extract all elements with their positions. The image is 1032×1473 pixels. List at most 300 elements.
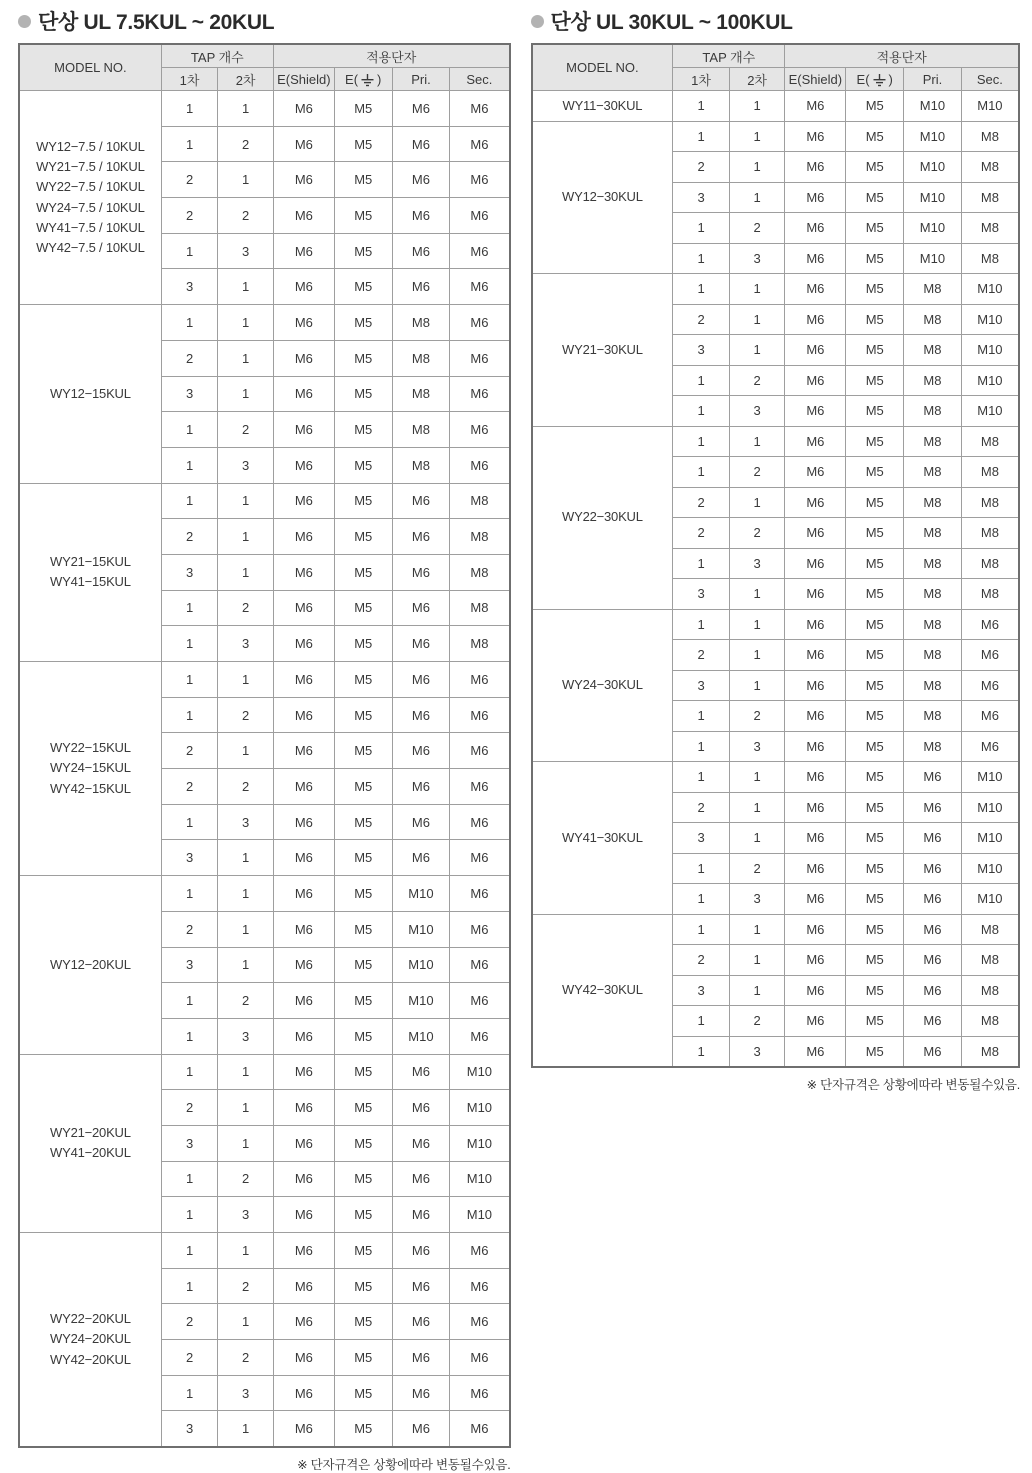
terminal-size-cell: M10 bbox=[904, 121, 962, 152]
terminal-size-cell: M5 bbox=[846, 182, 904, 213]
tap-count-cell: 1 bbox=[729, 426, 785, 457]
terminal-size-cell: M6 bbox=[450, 269, 510, 305]
tap-count-cell: 3 bbox=[161, 269, 218, 305]
terminal-size-cell: M10 bbox=[904, 213, 962, 244]
terminal-size-cell: M5 bbox=[846, 365, 904, 396]
table-header bbox=[532, 44, 1020, 91]
tap-count-cell: 2 bbox=[161, 519, 218, 555]
model-cell bbox=[19, 91, 161, 305]
tap-count-cell: 1 bbox=[729, 121, 785, 152]
model-label: WY22−15KUL bbox=[50, 740, 131, 756]
tap-count-cell: 1 bbox=[673, 121, 730, 152]
col-group-tap-count: TAP 개수 bbox=[161, 44, 273, 68]
terminal-size-cell: M10 bbox=[961, 335, 1019, 366]
terminal-size-cell: M5 bbox=[334, 519, 392, 555]
terminal-size-cell: M5 bbox=[846, 823, 904, 854]
terminal-size-cell: M8 bbox=[904, 304, 962, 335]
col-tap-primary: 1차 bbox=[161, 68, 218, 91]
terminal-size-cell: M8 bbox=[392, 412, 450, 448]
tap-count-cell: 1 bbox=[673, 548, 730, 579]
terminal-size-cell: M6 bbox=[450, 769, 510, 805]
terminal-size-cell: M6 bbox=[785, 91, 846, 122]
terminal-size-cell: M6 bbox=[273, 1161, 334, 1197]
terminal-size-cell: M6 bbox=[785, 365, 846, 396]
tap-count-cell: 1 bbox=[218, 1411, 274, 1447]
model-label: WY42−7.5 / 10KUL bbox=[36, 239, 145, 255]
model-cell bbox=[19, 876, 161, 1054]
terminal-size-cell: M6 bbox=[273, 1125, 334, 1161]
model-label: WY24−15KUL bbox=[50, 760, 131, 776]
tap-count-cell: 1 bbox=[218, 1304, 274, 1340]
tap-count-cell: 1 bbox=[218, 1233, 274, 1269]
tap-count-cell: 1 bbox=[729, 640, 785, 671]
model-cell bbox=[19, 1233, 161, 1448]
terminal-size-cell: M8 bbox=[904, 701, 962, 732]
terminal-size-cell: M6 bbox=[450, 447, 510, 483]
model-cell bbox=[19, 1054, 161, 1232]
terminal-size-cell: M10 bbox=[961, 762, 1019, 793]
tap-count-cell: 1 bbox=[673, 1036, 730, 1067]
terminal-size-cell: M6 bbox=[785, 853, 846, 884]
tap-count-cell: 1 bbox=[161, 305, 218, 341]
terminal-size-cell: M8 bbox=[961, 152, 1019, 183]
terminal-size-cell: M5 bbox=[334, 947, 392, 983]
tap-count-cell: 1 bbox=[161, 412, 218, 448]
terminal-size-cell: M6 bbox=[450, 840, 510, 876]
tap-count-cell: 3 bbox=[729, 243, 785, 274]
terminal-size-cell: M6 bbox=[785, 731, 846, 762]
tap-count-cell: 2 bbox=[673, 792, 730, 823]
tap-count-cell: 3 bbox=[218, 626, 274, 662]
tap-count-cell: 1 bbox=[729, 914, 785, 945]
terminal-size-cell: M6 bbox=[392, 554, 450, 590]
terminal-size-cell: M6 bbox=[450, 340, 510, 376]
terminal-size-cell: M6 bbox=[273, 519, 334, 555]
tap-count-cell: 2 bbox=[161, 733, 218, 769]
terminal-size-cell: M5 bbox=[334, 1375, 392, 1411]
terminal-size-cell: M8 bbox=[450, 483, 510, 519]
terminal-size-cell: M6 bbox=[273, 376, 334, 412]
terminal-size-cell: M6 bbox=[392, 1411, 450, 1447]
tap-count-cell: 1 bbox=[673, 853, 730, 884]
tap-count-cell: 1 bbox=[218, 662, 274, 698]
terminal-size-cell: M6 bbox=[785, 670, 846, 701]
tap-count-cell: 1 bbox=[673, 243, 730, 274]
tap-count-cell: 1 bbox=[218, 911, 274, 947]
tap-count-cell: 1 bbox=[218, 340, 274, 376]
terminal-size-cell: M10 bbox=[961, 274, 1019, 305]
terminal-size-cell: M5 bbox=[334, 1268, 392, 1304]
model-cell bbox=[19, 305, 161, 483]
terminal-size-cell: M6 bbox=[904, 884, 962, 915]
table-body bbox=[19, 91, 510, 1448]
terminal-size-cell: M6 bbox=[961, 701, 1019, 732]
tap-count-cell: 1 bbox=[218, 1054, 274, 1090]
tap-count-cell: 2 bbox=[218, 1161, 274, 1197]
terminal-size-cell: M10 bbox=[392, 947, 450, 983]
terminal-size-cell: M10 bbox=[961, 884, 1019, 915]
terminal-size-cell: M5 bbox=[334, 1090, 392, 1126]
terminal-size-cell: M10 bbox=[392, 911, 450, 947]
terminal-size-cell: M5 bbox=[334, 840, 392, 876]
model-cell bbox=[532, 274, 673, 427]
terminal-size-cell: M6 bbox=[450, 983, 510, 1019]
terminal-size-cell: M6 bbox=[392, 269, 450, 305]
tap-count-cell: 2 bbox=[161, 1304, 218, 1340]
terminal-size-cell: M10 bbox=[392, 1018, 450, 1054]
tap-count-cell: 2 bbox=[673, 945, 730, 976]
terminal-size-cell: M6 bbox=[450, 1268, 510, 1304]
col-pri: Pri. bbox=[904, 68, 962, 91]
section-title bbox=[18, 6, 511, 36]
terminal-size-cell: M8 bbox=[961, 457, 1019, 488]
tap-count-cell: 3 bbox=[218, 447, 274, 483]
terminal-size-cell: M8 bbox=[904, 274, 962, 305]
col-sec: Sec. bbox=[961, 68, 1019, 91]
terminal-size-cell: M6 bbox=[392, 769, 450, 805]
terminal-size-cell: M6 bbox=[904, 1036, 962, 1067]
tap-count-cell: 3 bbox=[673, 975, 730, 1006]
bullet-icon bbox=[18, 15, 31, 28]
tap-count-cell: 1 bbox=[161, 590, 218, 626]
col-group-applied-terminal: 적용단자 bbox=[273, 44, 509, 68]
terminal-size-cell: M6 bbox=[785, 548, 846, 579]
tap-count-cell: 3 bbox=[218, 233, 274, 269]
terminal-size-cell: M6 bbox=[273, 1375, 334, 1411]
terminal-size-cell: M6 bbox=[392, 1233, 450, 1269]
terminal-size-cell: M5 bbox=[334, 412, 392, 448]
table-row bbox=[19, 876, 510, 912]
tap-count-cell: 1 bbox=[218, 162, 274, 198]
col-tap-primary: 1차 bbox=[673, 68, 730, 91]
tap-count-cell: 2 bbox=[729, 1006, 785, 1037]
terminal-size-cell: M5 bbox=[334, 198, 392, 234]
model-label: WY41−30KUL bbox=[562, 829, 643, 845]
terminal-size-cell: M10 bbox=[450, 1125, 510, 1161]
terminal-size-cell: M8 bbox=[961, 1006, 1019, 1037]
e-ground-prefix: E( bbox=[345, 71, 359, 87]
terminal-size-cell: M8 bbox=[961, 1036, 1019, 1067]
terminal-size-cell: M6 bbox=[392, 519, 450, 555]
terminal-size-cell: M6 bbox=[273, 590, 334, 626]
model-cell bbox=[532, 914, 673, 1067]
table-row bbox=[19, 1054, 510, 1090]
terminal-size-cell: M6 bbox=[273, 840, 334, 876]
table-row bbox=[532, 914, 1020, 945]
terminal-size-cell: M5 bbox=[846, 1006, 904, 1037]
terminal-size-cell: M5 bbox=[846, 457, 904, 488]
tap-count-cell: 2 bbox=[729, 701, 785, 732]
col-e-ground bbox=[846, 68, 904, 91]
tap-count-cell: 1 bbox=[729, 335, 785, 366]
tap-count-cell: 1 bbox=[673, 426, 730, 457]
terminal-size-cell: M6 bbox=[961, 731, 1019, 762]
terminal-size-cell: M5 bbox=[846, 670, 904, 701]
table-row bbox=[532, 274, 1020, 305]
tap-count-cell: 1 bbox=[161, 1375, 218, 1411]
tap-count-cell: 2 bbox=[673, 518, 730, 549]
tap-count-cell: 1 bbox=[218, 91, 274, 127]
terminal-size-cell: M6 bbox=[273, 198, 334, 234]
terminal-size-cell: M6 bbox=[904, 853, 962, 884]
terminal-size-cell: M6 bbox=[450, 376, 510, 412]
terminal-size-cell: M6 bbox=[904, 914, 962, 945]
tap-count-cell: 3 bbox=[218, 804, 274, 840]
earth-ground-icon bbox=[872, 74, 887, 87]
tap-count-cell: 3 bbox=[161, 1411, 218, 1447]
tap-count-cell: 3 bbox=[673, 335, 730, 366]
terminal-size-cell: M6 bbox=[785, 1036, 846, 1067]
table-body bbox=[532, 91, 1020, 1068]
col-e-ground bbox=[334, 68, 392, 91]
col-group-tap-count: TAP 개수 bbox=[673, 44, 785, 68]
tap-count-cell: 1 bbox=[729, 945, 785, 976]
tap-count-cell: 3 bbox=[673, 670, 730, 701]
model-label: WY42−30KUL bbox=[562, 982, 643, 998]
terminal-size-cell: M6 bbox=[273, 412, 334, 448]
terminal-size-cell: M6 bbox=[273, 1090, 334, 1126]
terminal-size-cell: M8 bbox=[904, 518, 962, 549]
terminal-size-cell: M6 bbox=[392, 1197, 450, 1233]
model-label: WY21−7.5 / 10KUL bbox=[36, 159, 145, 175]
tap-count-cell: 3 bbox=[218, 1375, 274, 1411]
table-row bbox=[532, 426, 1020, 457]
terminal-size-cell: M8 bbox=[450, 519, 510, 555]
tap-count-cell: 1 bbox=[729, 304, 785, 335]
terminal-size-cell: M5 bbox=[846, 243, 904, 274]
tap-count-cell: 2 bbox=[729, 213, 785, 244]
terminal-size-cell: M5 bbox=[846, 396, 904, 427]
terminal-size-cell: M6 bbox=[450, 91, 510, 127]
tap-count-cell: 1 bbox=[673, 213, 730, 244]
terminal-size-cell: M8 bbox=[961, 975, 1019, 1006]
terminal-size-cell: M6 bbox=[785, 1006, 846, 1037]
tap-count-cell: 1 bbox=[729, 762, 785, 793]
terminal-size-cell: M8 bbox=[904, 487, 962, 518]
tap-count-cell: 2 bbox=[673, 640, 730, 671]
section-title bbox=[531, 6, 1021, 36]
terminal-size-cell: M6 bbox=[392, 1125, 450, 1161]
terminal-size-cell: M6 bbox=[273, 483, 334, 519]
terminal-size-cell: M6 bbox=[273, 269, 334, 305]
terminal-size-cell: M5 bbox=[846, 1036, 904, 1067]
tap-count-cell: 1 bbox=[729, 274, 785, 305]
table-row bbox=[19, 305, 510, 341]
terminal-size-cell: M6 bbox=[450, 1018, 510, 1054]
tap-count-cell: 2 bbox=[161, 340, 218, 376]
tap-count-cell: 2 bbox=[161, 1090, 218, 1126]
terminal-size-cell: M8 bbox=[392, 340, 450, 376]
terminal-size-cell: M8 bbox=[961, 548, 1019, 579]
model-label: WY12−20KUL bbox=[50, 956, 131, 972]
tap-count-cell: 2 bbox=[161, 911, 218, 947]
e-ground-suffix: ) bbox=[888, 71, 893, 87]
tap-count-cell: 1 bbox=[729, 182, 785, 213]
model-cell bbox=[532, 91, 673, 122]
terminal-size-cell: M6 bbox=[904, 792, 962, 823]
terminal-size-cell: M5 bbox=[846, 853, 904, 884]
terminal-size-cell: M6 bbox=[450, 804, 510, 840]
terminal-size-cell: M6 bbox=[450, 697, 510, 733]
terminal-size-cell: M6 bbox=[273, 1197, 334, 1233]
terminal-size-cell: M6 bbox=[392, 1268, 450, 1304]
model-cell bbox=[19, 483, 161, 661]
terminal-size-cell: M6 bbox=[392, 1161, 450, 1197]
terminal-size-cell: M6 bbox=[392, 233, 450, 269]
tap-count-cell: 2 bbox=[161, 198, 218, 234]
model-label: WY24−7.5 / 10KUL bbox=[36, 199, 145, 215]
terminal-size-cell: M5 bbox=[334, 483, 392, 519]
tap-count-cell: 1 bbox=[673, 91, 730, 122]
terminal-size-cell: M6 bbox=[785, 640, 846, 671]
tap-count-cell: 1 bbox=[729, 579, 785, 610]
terminal-size-cell: M10 bbox=[904, 152, 962, 183]
tap-count-cell: 1 bbox=[161, 876, 218, 912]
terminal-size-cell: M6 bbox=[785, 792, 846, 823]
terminal-size-cell: M6 bbox=[785, 701, 846, 732]
terminal-size-cell: M5 bbox=[334, 590, 392, 626]
tap-count-cell: 1 bbox=[729, 152, 785, 183]
terminal-size-cell: M5 bbox=[846, 792, 904, 823]
model-label: WY12−15KUL bbox=[50, 385, 131, 401]
terminal-size-cell: M6 bbox=[392, 590, 450, 626]
table-row bbox=[19, 662, 510, 698]
terminal-size-cell: M6 bbox=[961, 609, 1019, 640]
footnote: ※ 단자규격은 상황에따라 변동될수있음. bbox=[297, 1458, 511, 1473]
terminal-size-cell: M8 bbox=[961, 945, 1019, 976]
tap-count-cell: 1 bbox=[729, 487, 785, 518]
terminal-size-cell: M5 bbox=[334, 626, 392, 662]
terminal-size-cell: M6 bbox=[273, 162, 334, 198]
spec-table-mount bbox=[531, 43, 1021, 1068]
terminal-size-cell: M5 bbox=[846, 426, 904, 457]
col-tap-secondary: 2차 bbox=[218, 68, 274, 91]
tap-count-cell: 3 bbox=[161, 947, 218, 983]
terminal-size-cell: M8 bbox=[904, 396, 962, 427]
e-ground-label bbox=[345, 72, 381, 87]
terminal-size-cell: M6 bbox=[785, 274, 846, 305]
terminal-size-cell: M5 bbox=[846, 152, 904, 183]
terminal-size-cell: M5 bbox=[334, 733, 392, 769]
col-model-no: MODEL NO. bbox=[532, 44, 673, 91]
terminal-size-cell: M6 bbox=[450, 412, 510, 448]
terminal-size-cell: M6 bbox=[785, 914, 846, 945]
terminal-size-cell: M5 bbox=[334, 1340, 392, 1376]
model-label: WY12−30KUL bbox=[562, 189, 643, 205]
tap-count-cell: 1 bbox=[161, 1161, 218, 1197]
tap-count-cell: 2 bbox=[673, 152, 730, 183]
terminal-size-cell: M8 bbox=[450, 626, 510, 662]
model-label: WY41−15KUL bbox=[50, 574, 131, 590]
tap-count-cell: 3 bbox=[673, 182, 730, 213]
terminal-size-cell: M6 bbox=[273, 804, 334, 840]
model-cell bbox=[532, 609, 673, 762]
terminal-size-cell: M5 bbox=[334, 447, 392, 483]
terminal-size-cell: M5 bbox=[846, 914, 904, 945]
tap-count-cell: 3 bbox=[161, 1125, 218, 1161]
terminal-size-cell: M10 bbox=[450, 1161, 510, 1197]
terminal-size-cell: M10 bbox=[904, 91, 962, 122]
model-label: WY12−7.5 / 10KUL bbox=[36, 139, 145, 155]
table-title: 단상 UL 30KUL ~ 100KUL bbox=[550, 11, 793, 34]
tap-count-cell: 1 bbox=[161, 1018, 218, 1054]
tap-count-cell: 1 bbox=[673, 884, 730, 915]
terminal-size-cell: M6 bbox=[273, 233, 334, 269]
tap-count-cell: 1 bbox=[161, 233, 218, 269]
terminal-size-cell: M6 bbox=[273, 340, 334, 376]
tap-count-cell: 1 bbox=[218, 1090, 274, 1126]
tap-count-cell: 2 bbox=[218, 412, 274, 448]
terminal-size-cell: M5 bbox=[334, 1304, 392, 1340]
terminal-size-cell: M6 bbox=[785, 609, 846, 640]
e-ground-suffix: ) bbox=[377, 71, 382, 87]
tap-count-cell: 1 bbox=[673, 701, 730, 732]
terminal-size-cell: M6 bbox=[904, 1006, 962, 1037]
earth-ground-icon bbox=[360, 74, 375, 87]
tap-count-cell: 3 bbox=[161, 554, 218, 590]
terminal-size-cell: M5 bbox=[334, 1018, 392, 1054]
terminal-size-cell: M6 bbox=[273, 626, 334, 662]
terminal-size-cell: M5 bbox=[846, 91, 904, 122]
tap-count-cell: 1 bbox=[161, 1197, 218, 1233]
terminal-size-cell: M8 bbox=[904, 426, 962, 457]
terminal-size-cell: M10 bbox=[450, 1090, 510, 1126]
terminal-size-cell: M6 bbox=[273, 697, 334, 733]
tap-count-cell: 1 bbox=[673, 762, 730, 793]
tap-count-cell: 1 bbox=[673, 396, 730, 427]
table-row bbox=[19, 483, 510, 519]
terminal-size-cell: M5 bbox=[846, 579, 904, 610]
spec-table-mount bbox=[18, 43, 511, 1448]
tap-count-cell: 1 bbox=[729, 975, 785, 1006]
table-row bbox=[532, 762, 1020, 793]
header-row bbox=[532, 44, 1020, 68]
terminal-size-cell: M6 bbox=[785, 396, 846, 427]
terminal-size-cell: M5 bbox=[846, 762, 904, 793]
terminal-size-cell: M5 bbox=[334, 1054, 392, 1090]
terminal-size-cell: M5 bbox=[334, 233, 392, 269]
model-label: WY21−30KUL bbox=[562, 341, 643, 357]
terminal-size-cell: M8 bbox=[904, 548, 962, 579]
model-cell bbox=[532, 121, 673, 274]
terminal-size-cell: M8 bbox=[450, 554, 510, 590]
terminal-size-cell: M6 bbox=[392, 662, 450, 698]
tap-count-cell: 1 bbox=[218, 947, 274, 983]
terminal-size-cell: M6 bbox=[273, 126, 334, 162]
table-row bbox=[532, 121, 1020, 152]
terminal-size-cell: M10 bbox=[450, 1197, 510, 1233]
terminal-size-cell: M6 bbox=[450, 1304, 510, 1340]
terminal-size-cell: M6 bbox=[450, 126, 510, 162]
terminal-size-cell: M5 bbox=[334, 340, 392, 376]
terminal-size-cell: M6 bbox=[273, 1340, 334, 1376]
e-ground-label bbox=[857, 72, 893, 87]
terminal-size-cell: M6 bbox=[273, 662, 334, 698]
tap-count-cell: 2 bbox=[218, 983, 274, 1019]
terminal-size-cell: M5 bbox=[334, 697, 392, 733]
terminal-size-cell: M8 bbox=[961, 243, 1019, 274]
tap-count-cell: 1 bbox=[161, 626, 218, 662]
col-tap-secondary: 2차 bbox=[729, 68, 785, 91]
terminal-size-cell: M6 bbox=[785, 762, 846, 793]
terminal-size-cell: M8 bbox=[961, 487, 1019, 518]
terminal-size-cell: M6 bbox=[450, 198, 510, 234]
model-cell bbox=[19, 662, 161, 876]
tap-count-cell: 1 bbox=[161, 126, 218, 162]
terminal-size-cell: M5 bbox=[846, 609, 904, 640]
terminal-size-cell: M5 bbox=[334, 662, 392, 698]
tap-count-cell: 1 bbox=[673, 457, 730, 488]
